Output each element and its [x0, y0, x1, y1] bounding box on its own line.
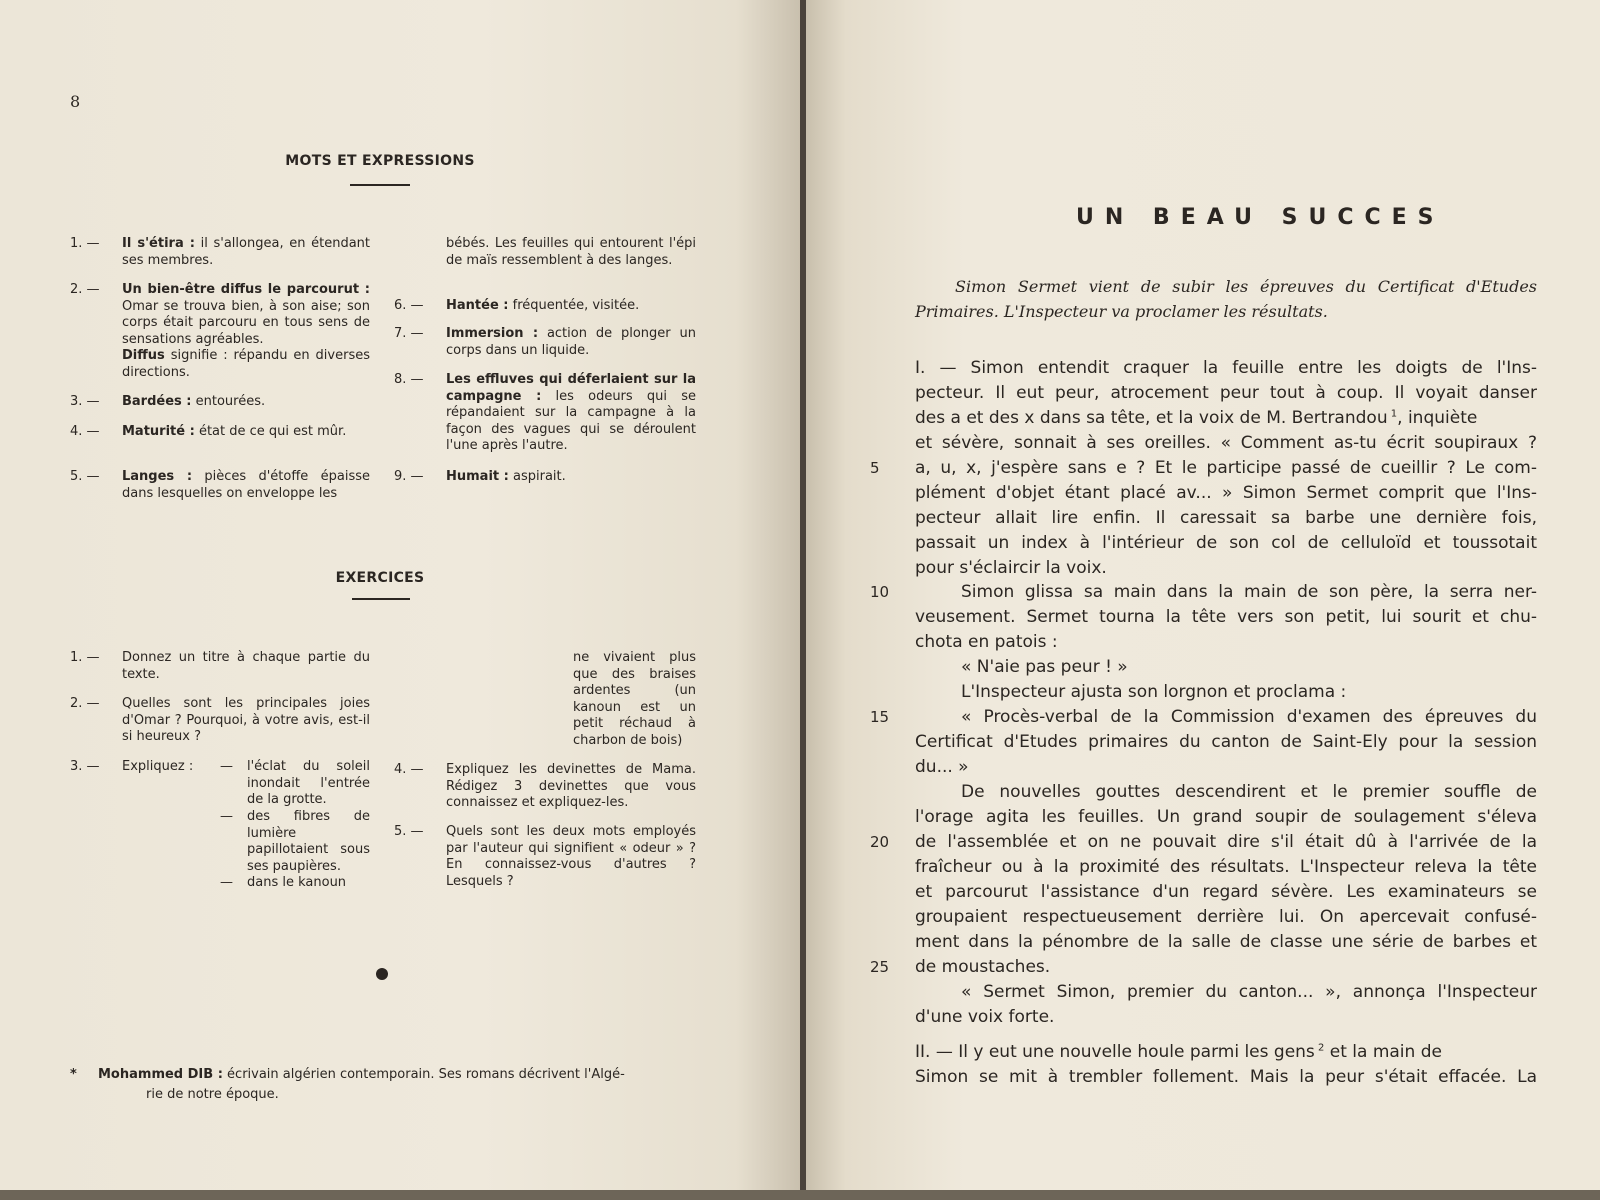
text-line: « Sermet Simon, premier du canton... », annonça l'Inspecteur: [961, 982, 1537, 1002]
exercice-1: 1. — Donnez un titre à chaque partie du texte.: [70, 650, 370, 682]
text-line: groupaient respectueusement derrière lui. On apercevait confusé-: [915, 907, 1537, 927]
mots-item-6: 6. — Hantée : fréquentée, visitée.: [394, 298, 640, 313]
text-line: de l'assemblée et on ne pouvait dire s'il était dû à l'arrivée de la: [915, 832, 1537, 852]
mots-title: MOTS ET EXPRESSIONS: [285, 153, 475, 169]
ex3-dash-2: —: [220, 809, 233, 824]
mots-item-3: 3. — Bardées : entourées.: [70, 394, 266, 409]
line-number: 25: [870, 958, 890, 976]
ex3-dash-3: —: [220, 875, 233, 890]
text-line: passait un index à l'intérieur de son col de celluloïd et toussotait: [915, 533, 1537, 553]
exercice-2: 2. — Quelles sont les principales joies d'Omar ? Pourquoi, à votre avis, est-il si heureux ?: [70, 696, 370, 744]
exercice-4: 4. — Expliquez les devinettes de Mama. Rédigez 3 devinettes que vous connaissez et expliquez-les.: [394, 762, 696, 810]
footnote-mark: 2: [1314, 1042, 1325, 1054]
page-bottom-edge: [0, 1190, 1600, 1200]
mots-item-4: 4. — Maturité : état de ce qui est mûr.: [70, 424, 347, 439]
line-number: 15: [870, 708, 890, 726]
page-number: 8: [70, 92, 81, 111]
text-line: « Procès-verbal de la Commission d'examen des épreuves du: [961, 707, 1537, 727]
mots-item-8: 8. — Les effluves qui déferlaient sur la campagne : les odeurs qui se répandaient sur la campagne à la façon des vagues qui se déroulent l'une après l'autre.: [394, 372, 696, 453]
text-line: et sévère, sonnait à ses oreilles. « Comment as-tu écrit soupiraux ?: [915, 433, 1537, 453]
ex3-subitem-3-continued: ne vivaient plus que des braises ardentes (un kanoun est un petit réchaud à charbon de bois): [573, 650, 696, 748]
text-line: pecteur allait lire enfin. Il caressait sa barbe une dernière fois,: [915, 508, 1537, 528]
ex3-subitem-3: dans le kanoun: [247, 875, 347, 890]
text-line: des a et des x dans sa tête, et la voix de M. Bertrandou $^1$, inquiète: [915, 408, 1478, 428]
text-line: pour s'éclaircir la voix.: [915, 558, 1107, 578]
exercices-title-rule: [352, 598, 410, 600]
text-line: d'une voix forte.: [915, 1007, 1055, 1027]
text-line: I. — Simon entendit craquer la feuille entre les doigts de l'Ins-: [915, 358, 1537, 378]
bullet-dot: [376, 968, 388, 980]
text-line: Certificat d'Etudes primaires du canton de Saint-Ely pour la session: [915, 732, 1537, 752]
exercice-3: 3. — Expliquez :: [70, 759, 194, 774]
text-line: de moustaches.: [915, 957, 1051, 977]
footnote: * Mohammed DIB : écrivain algérien contemporain. Ses romans décrivent l'Algé- rie de notre époque.: [70, 1067, 625, 1102]
mots-item-2: 2. — Un bien-être diffus le parcourut : Omar se trouva bien, à son aise; son corps était parcouru en tous sens de sensations agréables. Diffus signifie : répandu en diverses directions.: [70, 282, 370, 380]
text-line: l'orage agita les feuilles. Un grand soupir de soulagement s'éleva: [915, 807, 1537, 827]
text-line: plément d'objet étant placé av... » Simon Sermet comprit que l'Ins-: [915, 483, 1537, 503]
mots-item-5: 5. — Langes : pièces d'étoffe épaisse dans lesquelles on enveloppe les: [70, 469, 370, 501]
line-number: 5: [870, 459, 880, 477]
ex3-subitem-1: l'éclat du soleil inondait l'entrée de la grotte.: [247, 759, 370, 807]
text-line: du... »: [915, 757, 969, 777]
text-line: ment dans la pénombre de la salle de classe une série de barbes et: [915, 932, 1537, 952]
mots-item-5-continued: bébés. Les feuilles qui entourent l'épi de maïs ressemblent à des langes.: [446, 236, 696, 268]
exercice-5: 5. — Quels sont les deux mots employés par l'auteur qui signifient « odeur » ? En connaissez-vous d'autres ? Lesquels ?: [394, 824, 696, 889]
mots-item-1: 1. — Il s'étira : il s'allongea, en étendant ses membres.: [70, 236, 370, 268]
exercices-title: EXERCICES: [335, 570, 425, 586]
line-number: 10: [870, 583, 890, 601]
text-line: « N'aie pas peur ! »: [961, 657, 1128, 677]
mots-item-7: 7. — Immersion : action de plonger un corps dans un liquide.: [394, 326, 697, 358]
chapter-title: UN BEAU SUCCES: [1076, 205, 1445, 230]
mots-item-9: 9. — Humait : aspirait.: [394, 469, 566, 484]
line-number: 20: [870, 833, 890, 851]
text-line: De nouvelles gouttes descendirent et le premier souffle de: [961, 782, 1537, 802]
text-line: et parcourut l'assistance d'un regard sévère. Les examinateurs se: [915, 882, 1537, 902]
footnote-author: Mohammed DIB :: [98, 1067, 223, 1082]
mots-title-rule: [350, 184, 410, 186]
ex3-subitem-2: des fibres de lumière papillotaient sous ses paupières.: [247, 809, 370, 874]
chapter-intro: Simon Sermet vient de subir les épreuves du Certificat d'Etudes Primaires. L'Inspecteur va proclamer les résultats.: [915, 277, 1537, 321]
text-line: chota en patois :: [915, 632, 1058, 652]
text-line: Simon se mit à trembler follement. Mais la peur s'était effacée. La: [915, 1067, 1537, 1087]
text-line: a, u, x, j'espère sans e ? Et le participe passé de cueillir ? Le com-: [915, 458, 1537, 478]
ex3-dash-1: —: [220, 759, 233, 774]
text-line: pecteur. Il eut peur, atrocement peur tout à coup. Il voyait danser: [915, 383, 1537, 403]
text-line: Simon glissa sa main dans la main de son père, la serra ner-: [961, 582, 1537, 602]
text-line: L'Inspecteur ajusta son lorgnon et proclama :: [961, 682, 1347, 702]
text-line: fraîcheur ou à la proximité des résultats. L'Inspecteur releva la tête: [915, 857, 1537, 877]
text-line: II. — Il y eut une nouvelle houle parmi les gens $^2$ et la main de: [915, 1042, 1442, 1062]
footnote-mark: 1: [1387, 408, 1398, 420]
text-line: veusement. Sermet tourna la tête vers son petit, lui sourit et chu-: [915, 607, 1537, 627]
